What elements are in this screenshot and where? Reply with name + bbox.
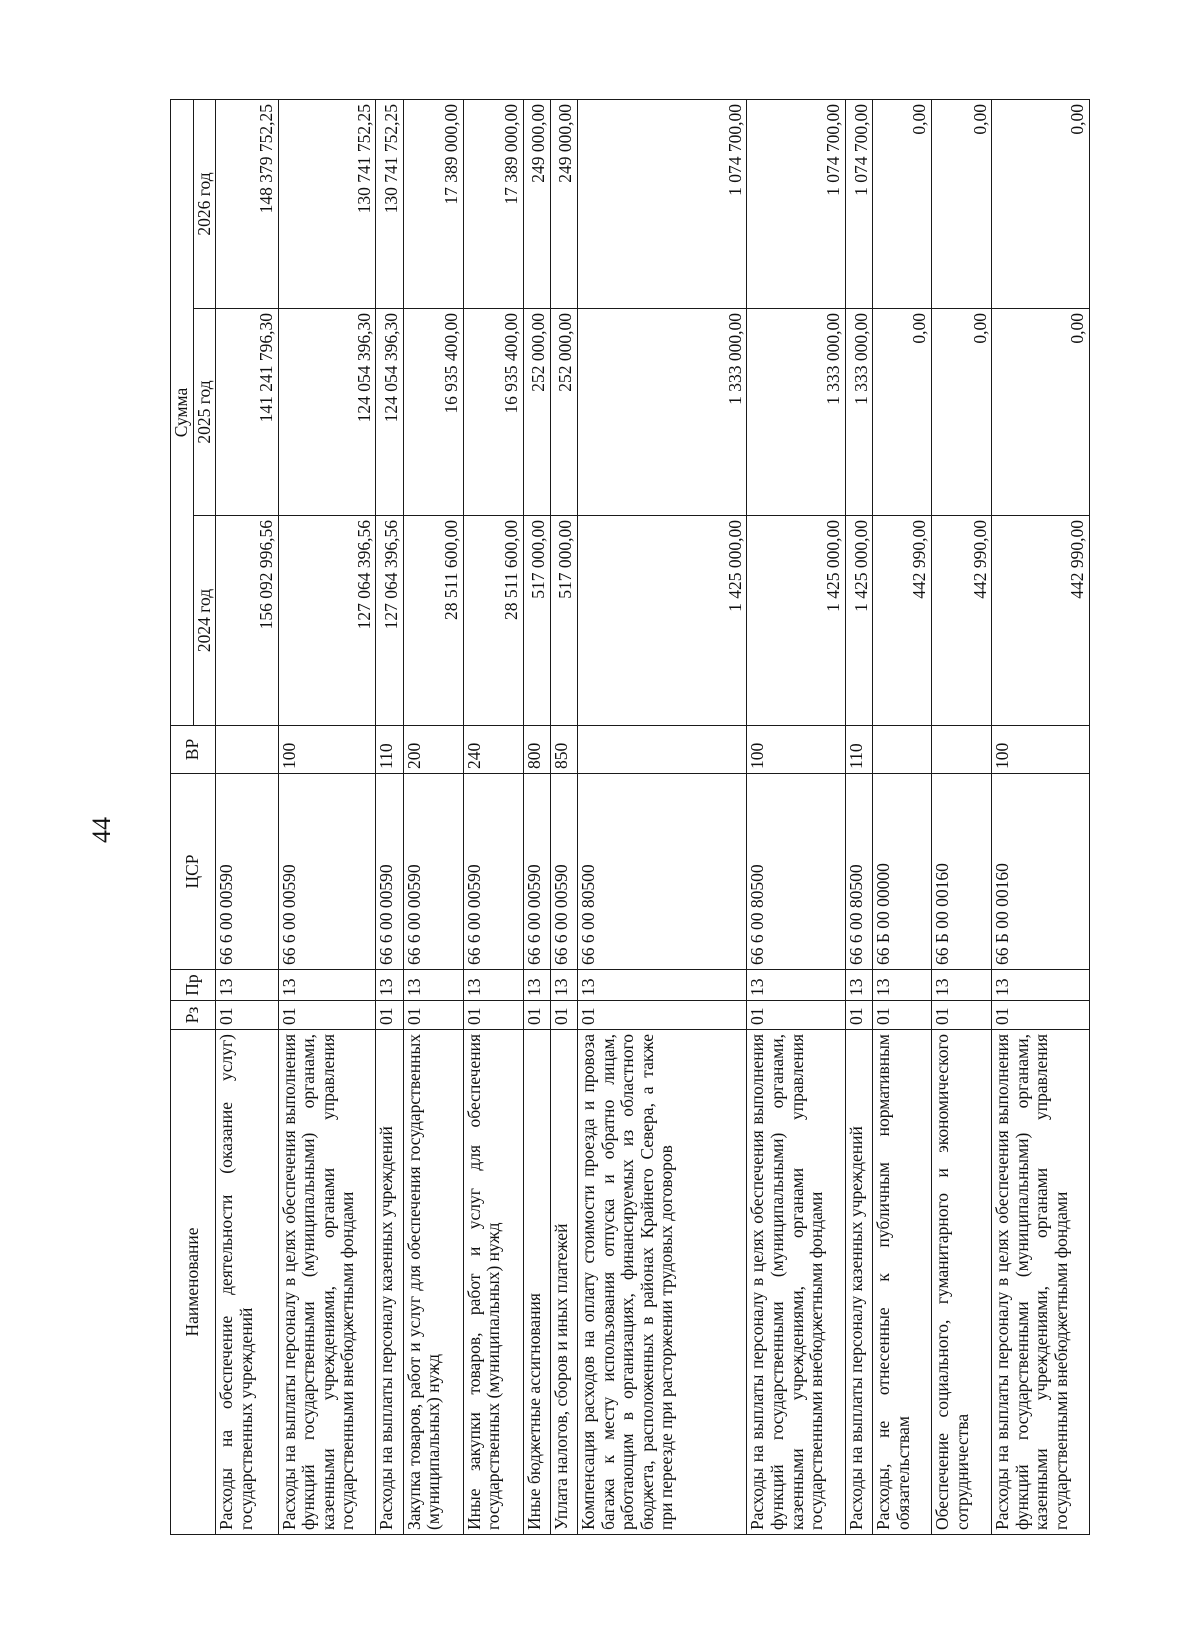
- row-sum-2026: 17 389 000,00: [463, 99, 523, 308]
- row-name: Уплата налогов, сборов и иных платежей: [550, 1030, 577, 1535]
- table-row: [523, 99, 550, 1534]
- row-pr: 13: [523, 970, 550, 1001]
- row-pr: 13: [403, 970, 463, 1001]
- table-row: [403, 99, 463, 1534]
- table-row: [550, 99, 577, 1534]
- row-sum-2025: 124 054 396,30: [376, 309, 403, 516]
- row-pr: 13: [216, 970, 278, 1001]
- row-sum-2025: 1 333 000,00: [747, 309, 846, 516]
- row-sum-2024: 1 425 000,00: [846, 516, 873, 726]
- row-pr: 13: [873, 970, 932, 1001]
- row-rz: 01: [873, 1001, 932, 1030]
- row-sum-2025: 0,00: [992, 309, 1090, 516]
- header-pr: Пр: [171, 970, 216, 1001]
- row-rz: 01: [216, 1001, 278, 1030]
- row-name: Расходы на выплаты персоналу в целях обеспечения выполнения функций государственными (муниципальными) органами, казенными учреждениями, органами управления государственными внебюджетными фондами: [747, 1030, 846, 1535]
- row-csr: 66 Б 00 00000: [873, 774, 932, 970]
- row-sum-2024: 517 000,00: [550, 516, 577, 726]
- row-pr: 13: [992, 970, 1090, 1001]
- row-rz: 01: [463, 1001, 523, 1030]
- row-name: Расходы на выплаты персоналу казенных учреждений: [846, 1030, 873, 1535]
- row-sum-2025: 252 000,00: [523, 309, 550, 516]
- row-name: Компенсация расходов на оплату стоимости проезда и провоза багажа к месту использования отпуска и обратно лицам, работающим в организациях, финансируемых из областного бюджета, расположенных в районах Крайнего Севера, а также при переезде при расторжении трудовых договоров: [578, 1030, 747, 1535]
- row-sum-2026: 1 074 700,00: [578, 99, 747, 308]
- row-sum-2025: 1 333 000,00: [578, 309, 747, 516]
- row-csr: 66 Б 00 00160: [992, 774, 1090, 970]
- row-sum-2025: 252 000,00: [550, 309, 577, 516]
- row-rz: 01: [992, 1001, 1090, 1030]
- header-sum: Сумма: [171, 99, 194, 725]
- row-vr: 200: [403, 726, 463, 774]
- row-vr: 800: [523, 726, 550, 774]
- header-name: Наименование: [171, 1030, 216, 1535]
- rotated-table-container: [170, 100, 1090, 1535]
- row-csr: 66 6 00 80500: [846, 774, 873, 970]
- row-vr: [873, 726, 932, 774]
- row-sum-2024: 156 092 996,56: [216, 516, 278, 726]
- table-row: [846, 99, 873, 1534]
- row-pr: 13: [550, 970, 577, 1001]
- row-csr: 66 6 00 00590: [278, 774, 376, 970]
- row-sum-2024: 28 511 600,00: [463, 516, 523, 726]
- table-row: [216, 99, 278, 1534]
- table-row: [578, 99, 747, 1534]
- row-csr: 66 Б 00 00160: [932, 774, 992, 970]
- row-pr: 13: [747, 970, 846, 1001]
- row-csr: 66 6 00 00590: [523, 774, 550, 970]
- row-sum-2024: 28 511 600,00: [403, 516, 463, 726]
- row-sum-2026: 249 000,00: [550, 99, 577, 308]
- row-sum-2026: 148 379 752,25: [216, 99, 278, 308]
- row-rz: 01: [550, 1001, 577, 1030]
- row-vr: [578, 726, 747, 774]
- row-name: Расходы на выплаты персоналу в целях обеспечения выполнения функций государственными (муниципальными) органами, казенными учреждениями, органами управления государственными внебюджетными фондами: [992, 1030, 1090, 1535]
- row-pr: 13: [463, 970, 523, 1001]
- row-vr: [216, 726, 278, 774]
- row-csr: 66 6 00 80500: [578, 774, 747, 970]
- row-pr: 13: [376, 970, 403, 1001]
- row-sum-2024: 127 064 396,56: [376, 516, 403, 726]
- row-sum-2025: 124 054 396,30: [278, 309, 376, 516]
- row-vr: 100: [747, 726, 846, 774]
- row-rz: 01: [578, 1001, 747, 1030]
- row-vr: 850: [550, 726, 577, 774]
- row-name: Расходы на выплаты персоналу в целях обеспечения выполнения функций государственными (муниципальными) органами, казенными учреждениями, органами управления государственными внебюджетными фондами: [278, 1030, 376, 1535]
- budget-table: [170, 99, 1090, 1535]
- row-vr: 110: [846, 726, 873, 774]
- row-sum-2026: 130 741 752,25: [376, 99, 403, 308]
- row-sum-2026: 0,00: [992, 99, 1090, 308]
- row-sum-2024: 1 425 000,00: [747, 516, 846, 726]
- header-year-2025: 2025 год: [193, 309, 216, 516]
- row-name: Иные бюджетные ассигнования: [523, 1030, 550, 1535]
- row-vr: [932, 726, 992, 774]
- row-pr: 13: [846, 970, 873, 1001]
- row-sum-2024: 442 990,00: [932, 516, 992, 726]
- row-vr: 240: [463, 726, 523, 774]
- row-csr: 66 6 00 00590: [550, 774, 577, 970]
- row-sum-2025: 16 935 400,00: [403, 309, 463, 516]
- row-sum-2025: 141 241 796,30: [216, 309, 278, 516]
- row-sum-2026: 0,00: [873, 99, 932, 308]
- row-sum-2026: 130 741 752,25: [278, 99, 376, 308]
- row-sum-2026: 17 389 000,00: [403, 99, 463, 308]
- row-sum-2024: 1 425 000,00: [578, 516, 747, 726]
- row-rz: 01: [403, 1001, 463, 1030]
- table-row: [376, 99, 403, 1534]
- row-sum-2025: 0,00: [873, 309, 932, 516]
- row-rz: 01: [932, 1001, 992, 1030]
- header-year-2026: 2026 год: [193, 99, 216, 308]
- header-rz: Рз: [171, 1001, 216, 1030]
- row-csr: 66 6 00 00590: [376, 774, 403, 970]
- header-csr: ЦСР: [171, 774, 216, 970]
- row-vr: 100: [992, 726, 1090, 774]
- row-sum-2026: 1 074 700,00: [846, 99, 873, 308]
- row-sum-2026: 1 074 700,00: [747, 99, 846, 308]
- row-sum-2025: 16 935 400,00: [463, 309, 523, 516]
- table-row: [873, 99, 932, 1534]
- row-name: Обеспечение социального, гуманитарного и экономического сотрудничества: [932, 1030, 992, 1535]
- row-csr: 66 6 00 00590: [403, 774, 463, 970]
- row-name: Закупка товаров, работ и услуг для обеспечения государственных (муниципальных) нужд: [403, 1030, 463, 1535]
- page-number: 44: [87, 817, 116, 843]
- row-name: Расходы на выплаты персоналу казенных учреждений: [376, 1030, 403, 1535]
- row-sum-2024: 127 064 396,56: [278, 516, 376, 726]
- header-vr: ВР: [171, 726, 216, 774]
- row-sum-2024: 442 990,00: [873, 516, 932, 726]
- row-sum-2026: 0,00: [932, 99, 992, 308]
- row-rz: 01: [376, 1001, 403, 1030]
- table-row: [992, 99, 1090, 1534]
- table-body: [216, 99, 1090, 1534]
- table-row: [278, 99, 376, 1534]
- row-rz: 01: [278, 1001, 376, 1030]
- row-sum-2025: 1 333 000,00: [846, 309, 873, 516]
- row-sum-2025: 0,00: [932, 309, 992, 516]
- row-pr: 13: [932, 970, 992, 1001]
- row-pr: 13: [278, 970, 376, 1001]
- row-csr: 66 6 00 00590: [216, 774, 278, 970]
- row-name: Иные закупки товаров, работ и услуг для обеспечения государственных (муниципальных) нужд: [463, 1030, 523, 1535]
- header-year-2024: 2024 год: [193, 516, 216, 726]
- row-rz: 01: [846, 1001, 873, 1030]
- row-sum-2024: 517 000,00: [523, 516, 550, 726]
- row-vr: 100: [278, 726, 376, 774]
- table-row: [463, 99, 523, 1534]
- row-vr: 110: [376, 726, 403, 774]
- row-sum-2024: 442 990,00: [992, 516, 1090, 726]
- row-csr: 66 6 00 80500: [747, 774, 846, 970]
- table-row: [747, 99, 846, 1534]
- row-rz: 01: [747, 1001, 846, 1030]
- row-pr: 13: [578, 970, 747, 1001]
- table-row: [932, 99, 992, 1534]
- row-name: Расходы на обеспечение деятельности (оказание услуг) государственных учреждений: [216, 1030, 278, 1535]
- row-name: Расходы, не отнесенные к публичным нормативным обязательствам: [873, 1030, 932, 1535]
- table-header: [171, 99, 216, 1534]
- row-rz: 01: [523, 1001, 550, 1030]
- row-csr: 66 6 00 00590: [463, 774, 523, 970]
- row-sum-2026: 249 000,00: [523, 99, 550, 308]
